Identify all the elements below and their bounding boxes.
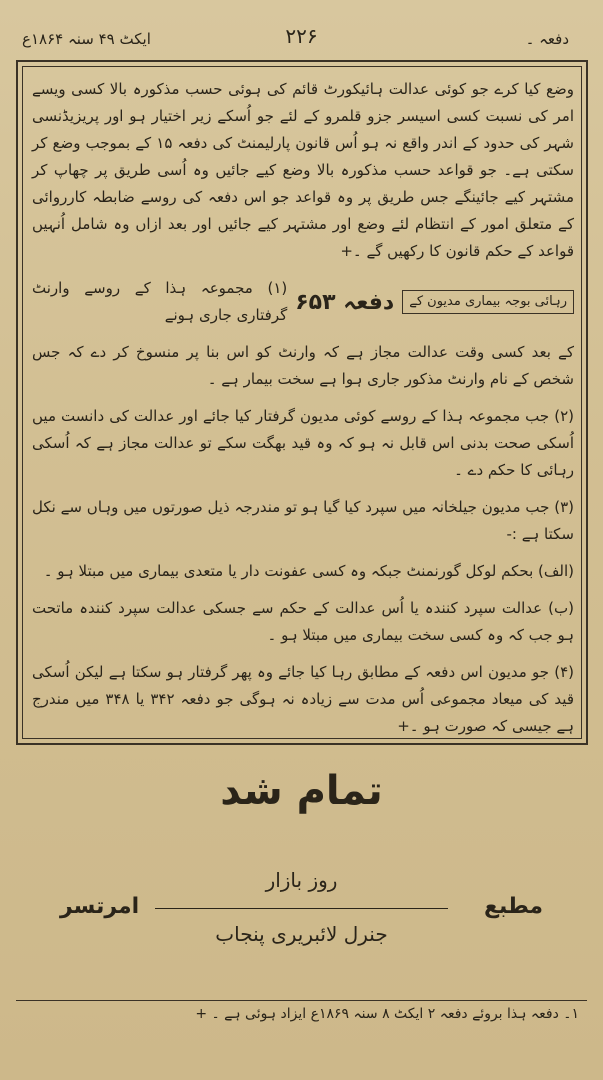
paragraph-warrant: کے بعد کسی وقت عدالت مجاز ہے کہ وارنٹ کو اس بنا پر منسوخ کر دے کہ جس شخص کے نام وارنٹ مذکور جاری ہوا ہے سخت بیمار ہے ۔: [32, 343, 574, 388]
paragraph-clause-be: (ب) عدالت سپرد کنندہ یا اُس عدالت کے حکم سے جسکی عدالت سپرد کنندہ ماتحت ہو جب کہ وہ کسی سخت بیماری میں مبتلا ہو ۔: [32, 599, 574, 644]
section-number: دفعہ ۶۵۳: [295, 289, 395, 315]
marginal-note-box: رہائی بوجہ بیماری مدیون کے: [402, 290, 574, 314]
page-header: [18, 18, 585, 52]
footnote: ۱۔ دفعہ ہذا بروئے دفعہ ۲ ایکٹ ۸ سنہ ۱۸۶۹ع ایزاد ہوئی ہے ۔ +: [195, 1006, 579, 1022]
press-name: روز بازار: [265, 868, 338, 892]
paragraph-clause-4: (۴) جو مدیون اس دفعہ کے مطابق رہا کیا جائے وہ پھر گرفتار ہو سکتا ہے لیکن اُسکی قید کی میعاد مجموعی اُس مدت سے زیادہ نہ ہوگی جو دفعہ ۳۴۲ یا ۳۴۸ میں مندرج ہے جیسی کہ صورت ہو ۔+: [32, 663, 574, 735]
press-divider: [155, 908, 448, 909]
ending-title: تمام شد: [220, 768, 383, 814]
body-text: [32, 76, 574, 750]
header-section-label: دفعہ ۔: [525, 30, 569, 48]
press-label: مطبع: [483, 894, 543, 919]
paragraph-clause-alif: (الف) بحکم لوکل گورنمنٹ جبکہ وہ کسی عفونت دار یا متعدی بیماری میں مبتلا ہو ۔: [43, 562, 574, 580]
page-number: ۲۲۶: [285, 24, 318, 48]
text-frame: [16, 60, 588, 745]
section-heading-row: [32, 275, 574, 329]
press-city: امرتسر: [60, 894, 140, 919]
paragraph-clause-2: (۲) جب مجموعہ ہذا کے روسے کوئی مدیون گرفتار کیا جائے اور عدالت کی دانست میں اُسکی صحت بدنی اس قابل نہ ہو کہ وہ قید بھگت سکے تو عدالت مجاز ہے کہ اُسکی رہائی کا حکم دے ۔: [32, 407, 574, 479]
press-imprint: [60, 868, 543, 958]
paragraph-clause-3: (۳) جب مدیون جیلخانہ میں سپرد کیا گیا ہو تو مندرجہ ذیل صورتوں میں وہاں سے نکل سکتا ہے :-: [32, 498, 574, 543]
section-intro: (۱) مجموعہ ہذا کے روسے وارنٹ گرفتاری جاری ہونے: [32, 279, 288, 324]
paragraph-rules: وضع کیا کرے جو کوئی عدالت ہائیکورٹ قائم کی ہوئی حسب مذکورہ بالا کسی ویسے امر کی نسبت کسی اسیسر جزو قلمرو کے لئے جو اُسکے زیر اختیار ہو اور پریزیڈنسی شہر کی حدود کے اندر واقع نہ ہو اُس قانون پارلیمنٹ کی دفعہ ۱۵ کے بموجب وضع کر سکتی ہے۔ جو قواعد حسب مذکورہ بالا وضع کیے جائیں وہ اُسی طریق پر چھاپ کر مشتہر کیے جائینگے جس طریق پر وہ قواعد جو اس دفعہ کی روسے ضابطہ کارروائی کے متعلق امور کے انتظام لئے وضع اور مشتہر کیے جائیں اور بعد ازاں وہ شامل اُنہیں قواعد کے حکم قانون کا رکھیں گے ۔+: [32, 80, 575, 260]
footnote-divider: [16, 1000, 587, 1001]
header-act-reference: ایکٹ ۴۹ سنہ ۱۸۶۴ع: [22, 30, 151, 48]
press-publisher: جنرل لائبریری پنجاب: [215, 922, 388, 946]
